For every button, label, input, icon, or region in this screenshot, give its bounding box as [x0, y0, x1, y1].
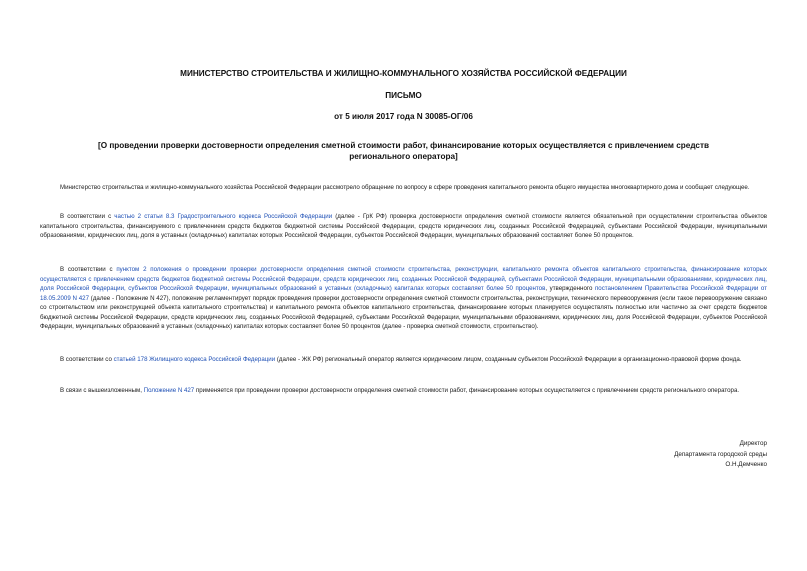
signer-department: Департамента городской среды [674, 450, 767, 458]
link-regulation-point-2[interactable]: пунктом 2 положения о проведении проверки достоверности определения сметной стоимости строительства, реконструкции, капитального ремонта объектов капитального строительства, финансирование которых осуществляется с привлечением средств бюджетов бюджетной системы Российской Федерации, средств юридических лиц, созданных Российской Федерацией, субъектами Российской Федерации, муниципальными образованиями, юридических лиц, доля Российской Федерации, субъектов Российской Федерации, муниципальных образований в уставных (складочных) капиталах которых составляет более 50 процентов [40, 266, 767, 292]
paragraph-3 [40, 265, 767, 332]
paragraph-1-text: Министерство строительства и жилищно-коммунального хозяйства Российской Федерации рассмотрело обращение по вопросу в сфере проведения капитального ремонта общего имущества многоквартирного дома и сообщает следующее. [60, 184, 750, 191]
paragraph-2-text-end: (далее - ГрК РФ) проверка достоверности определения сметной стоимости является обязательной при осуществлении строительства объектов капитального строительства, финансируемого с привлечением средств бюджетов бюджетной системы Российской Федерации, средств юридических лиц, созданных Российской Федерацией, субъектами Российской Федерации, муниципальными образованиями, юридических лиц, доля в уставных (складочных) капиталах которых Российской Федерации, субъектов Российской Федерации, муниципальных образований составляет более 50 процентов. [40, 213, 767, 239]
paragraph-4-text-end: (далее - ЖК РФ) региональный оператор является юридическим лицом, созданным субъектом Российской Федерации в организационно-правовой форме фонда. [275, 356, 742, 363]
paragraph-2 [40, 212, 767, 241]
link-grk-article-8-3[interactable]: частью 2 статьи 8.3 Градостроительного кодекса Российской Федерации [114, 213, 333, 220]
paragraph-4-text-start: В соответствии со [60, 356, 114, 363]
paragraph-3-text-middle: , утвержденного [545, 285, 595, 292]
paragraph-5-text-start: В связи с вышеизложенным, [60, 387, 144, 394]
paragraph-5 [40, 386, 767, 396]
signer-name: О.Н.Демченко [725, 461, 767, 469]
document-subject: [О проведении проверки достоверности определения сметной стоимости работ, финансирование которых осуществляется с привлечением средств регионального оператора] [97, 141, 710, 161]
link-zhk-article-178[interactable]: статьей 178 Жилищного кодекса Российской Федерации [113, 356, 276, 363]
paragraph-1 [40, 183, 767, 193]
document-date-number: от 5 июля 2017 года N 30085-ОГ/06 [334, 112, 473, 121]
signature-block [674, 439, 767, 471]
link-government-decree-427[interactable]: постановлением Правительства Российской Федерации от 18.05.2009 N 427 [40, 285, 767, 302]
paragraph-2-text-start: В соответствии с [60, 213, 115, 220]
link-regulation-427[interactable]: Положение N 427 [143, 387, 195, 394]
paragraph-4 [40, 355, 767, 365]
paragraph-5-text-end: применяется при проведении проверки достоверности определения сметной стоимости работ, финансирование которых осуществляется с привлечением средств регионального оператора. [194, 387, 740, 394]
paragraph-3-text-start: В соответствии с [60, 266, 117, 273]
signer-position: Директор [739, 440, 767, 447]
paragraph-3-text-end: (далее - Положение N 427), положение регламентирует порядок проведения проверки достоверности определения сметной стоимости строительства, реконструкции, технического перевооружения (если такое перевооружение связано со строительством или реконструкцией объекта капитального строительства) и капитального ремонта объектов капитального строительства, финансирование которых планируется осуществлять полностью или частично за счет средств бюджетов бюджетной системы Российской Федерации, средств юридических лиц, созданных Российской Федерацией, субъектами Российской Федерации, муниципальными образованиями, юридических лиц, доля Российской Федерации, субъектов Российской Федерации, муниципальных образований в уставных (складочных) капиталах которых составляет более 50 процентов (далее - проверка сметной стоимости, строительство). [40, 294, 767, 330]
document-type: ПИСЬМО [385, 91, 422, 100]
ministry-heading: МИНИСТЕРСТВО СТРОИТЕЛЬСТВА И ЖИЛИЩНО-КОММУНАЛЬНОГО ХОЗЯЙСТВА РОССИЙСКОЙ ФЕДЕРАЦИИ [180, 69, 627, 78]
